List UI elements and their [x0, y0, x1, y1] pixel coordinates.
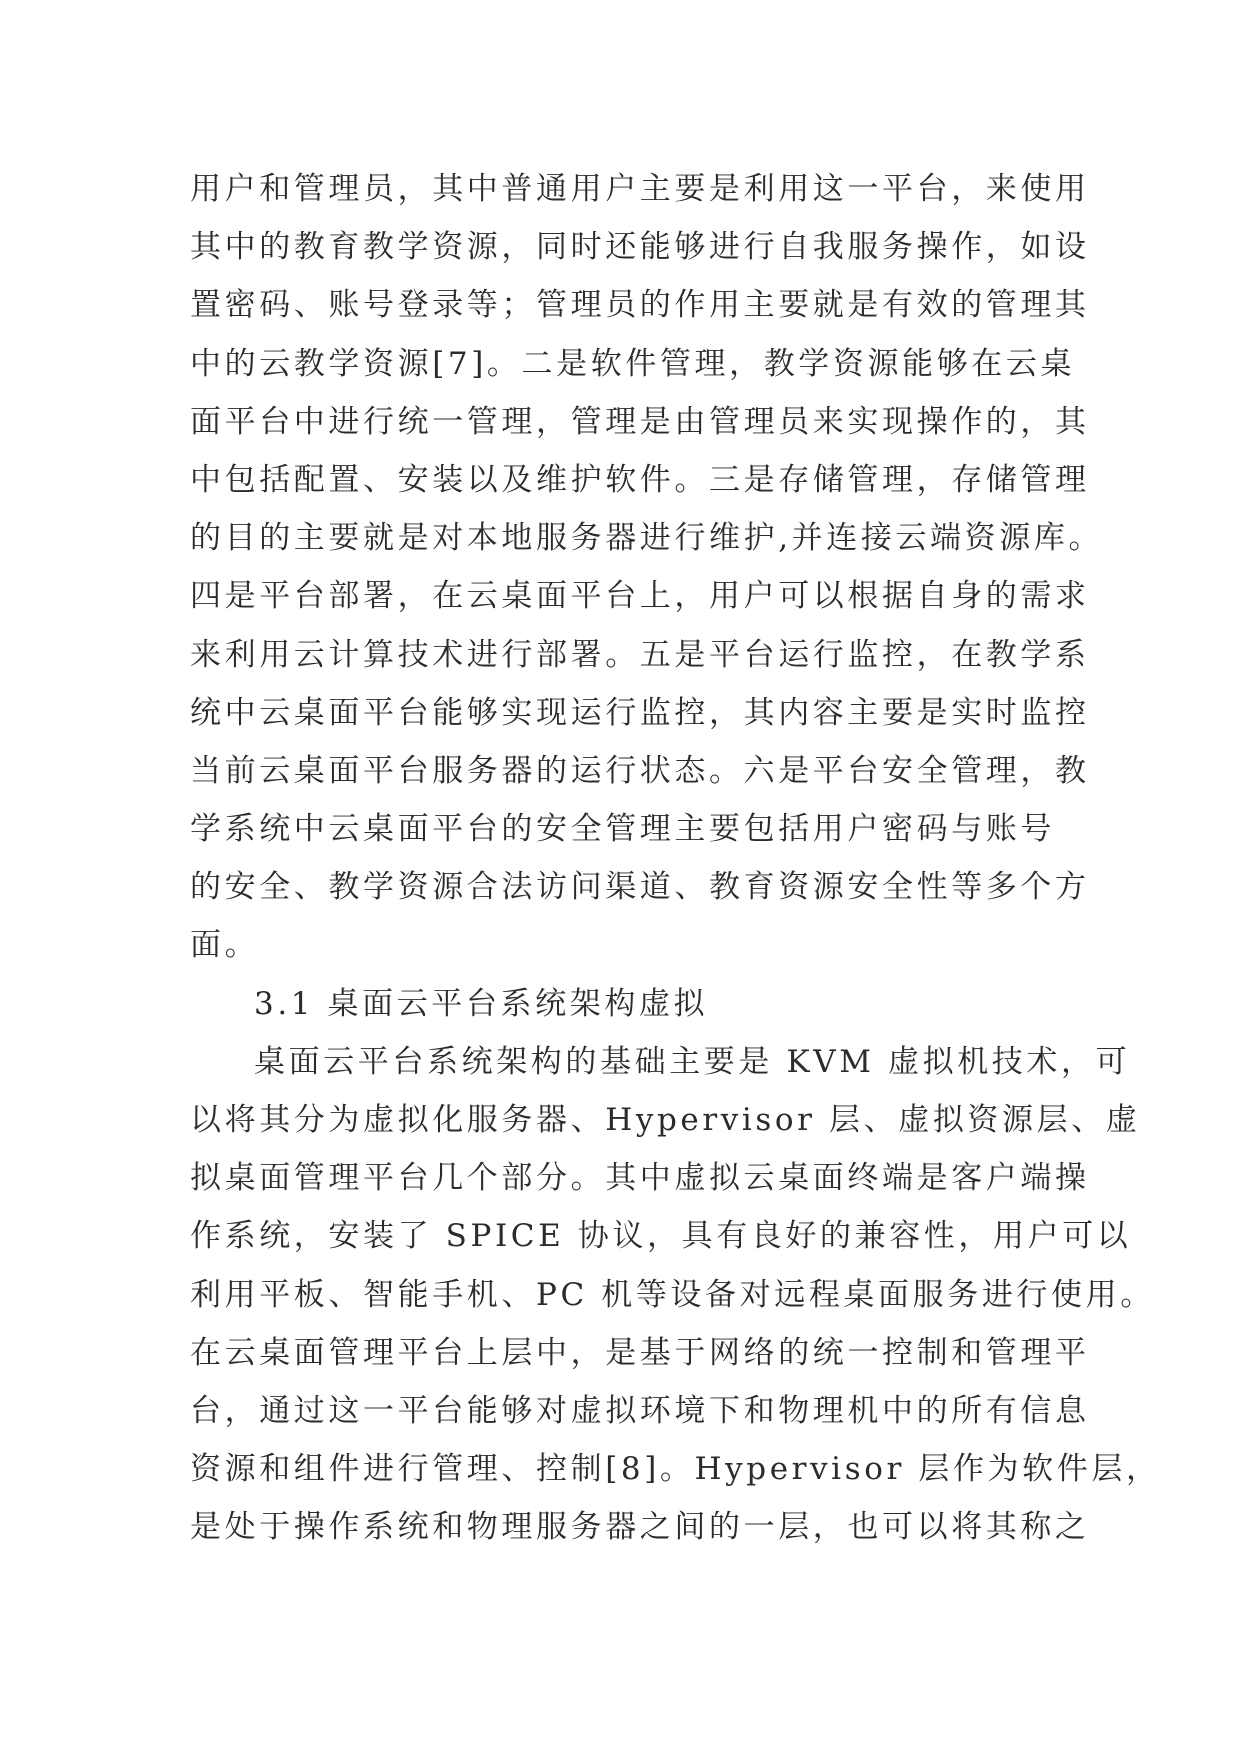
- section-heading: 3.1 桌面云平台系统架构虚拟: [254, 985, 709, 1022]
- text-line: 中的云教学资源[7]。二是软件管理，教学资源能够在云桌: [190, 345, 1076, 382]
- text-line: 中包括配置、安装以及维护软件。三是存储管理，存储管理: [190, 461, 1090, 498]
- text-line: 作系统，安装了 SPICE 协议，具有良好的兼容性，用户可以: [190, 1218, 1132, 1255]
- text-line: 来利用云计算技术进行部署。五是平台运行监控，在教学系: [190, 636, 1090, 673]
- text-line: 利用平板、智能手机、PC 机等设备对远程桌面服务进行使用。: [190, 1276, 1155, 1313]
- text-line: 学系统中云桌面平台的安全管理主要包括用户密码与账号: [190, 811, 1055, 848]
- text-line: 置密码、账号登录等；管理员的作用主要就是有效的管理其: [190, 287, 1090, 324]
- text-line: 台，通过这一平台能够对虚拟环境下和物理机中的所有信息: [190, 1392, 1090, 1429]
- text-line: 统中云桌面平台能够实现运行监控，其内容主要是实时监控: [190, 694, 1090, 731]
- text-line: 面。: [190, 927, 260, 964]
- text-line: 以将其分为虚拟化服务器、Hypervisor 层、虚拟资源层、虚: [190, 1102, 1141, 1138]
- paragraph-1: [190, 160, 1104, 975]
- text-line: 四是平台部署，在云桌面平台上，用户可以根据自身的需求: [190, 578, 1090, 615]
- text-line: 拟桌面管理平台几个部分。其中虚拟云桌面终端是客户端操: [190, 1160, 1090, 1197]
- page-body: [190, 160, 1161, 1557]
- text-line: 桌面云平台系统架构的基础主要是 KVM 虚拟机技术，可: [254, 1043, 1131, 1080]
- paragraph-2: [190, 1033, 1161, 1557]
- text-line: 在云桌面管理平台上层中，是基于网络的统一控制和管理平: [190, 1334, 1090, 1371]
- text-line: 是处于操作系统和物理服务器之间的一层，也可以将其称之: [190, 1509, 1090, 1546]
- text-line: 资源和组件进行管理、控制[8]。Hypervisor 层作为软件层，: [190, 1451, 1161, 1488]
- text-line: 的目的主要就是对本地服务器进行维护,并连接云端资源库。: [190, 520, 1104, 557]
- text-line: 当前云桌面平台服务器的运行状态。六是平台安全管理，教: [190, 752, 1090, 789]
- text-line: 的安全、教学资源合法访问渠道、教育资源安全性等多个方: [190, 869, 1090, 906]
- text-line: 其中的教育教学资源，同时还能够进行自我服务操作，如设: [190, 229, 1090, 266]
- text-line: 用户和管理员，其中普通用户主要是利用这一平台，来使用: [190, 171, 1090, 207]
- text-line: 面平台中进行统一管理，管理是由管理员来实现操作的，其: [190, 403, 1090, 440]
